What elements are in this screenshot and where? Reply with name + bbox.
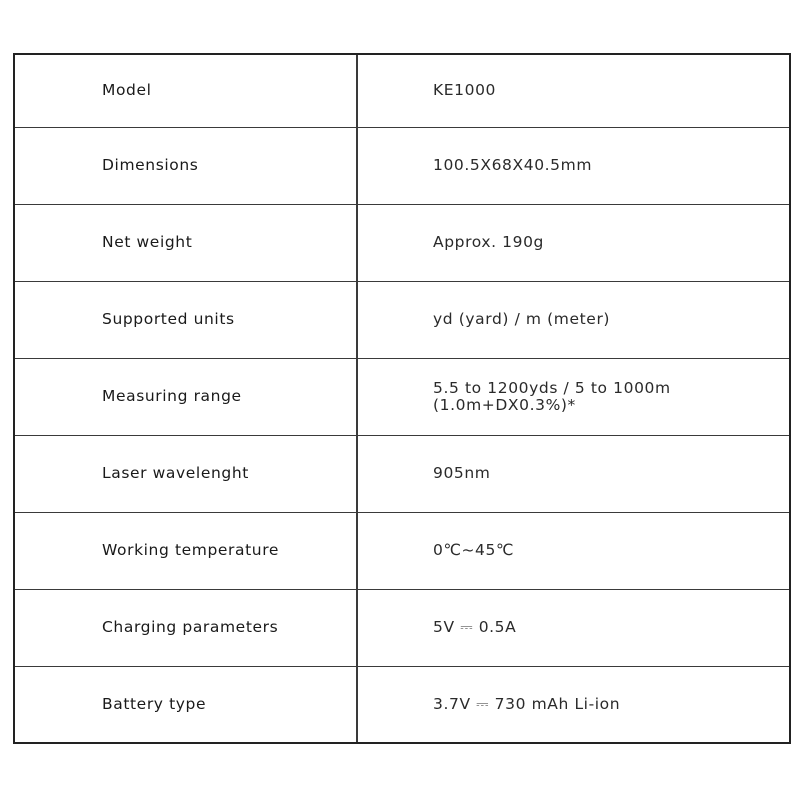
spec-value-battery-type [358, 667, 789, 742]
spec-value-line: 905nm [433, 464, 491, 483]
spec-label-working-temperature: Working temperature [15, 513, 358, 590]
spec-value-line: Approx. 190g [433, 233, 544, 252]
spec-table [13, 53, 791, 744]
spec-value-laser-wavelength [358, 436, 789, 513]
spec-label-dimensions: Dimensions [15, 128, 358, 205]
spec-value-line: KE1000 [433, 81, 497, 100]
spec-label-laser-wavelength: Laser wavelenght [15, 436, 358, 513]
spec-label-model: Model [15, 55, 358, 128]
spec-value-supported-units [358, 282, 789, 359]
spec-value-dimensions [358, 128, 789, 205]
spec-value-line: (1.0m+DX0.3%)* [433, 396, 576, 414]
spec-label-supported-units: Supported units [15, 282, 358, 359]
spec-value-line: 5V ⎓ 0.5A [433, 618, 517, 637]
spec-label-net-weight: Net weight [15, 205, 358, 282]
spec-label-battery-type: Battery type [15, 667, 358, 742]
spec-value-charging-parameters [358, 590, 789, 667]
spec-value-line: 100.5X68X40.5mm [433, 156, 593, 175]
spec-value-line: 5.5 to 1200yds / 5 to 1000m [433, 378, 671, 397]
spec-value-net-weight [358, 205, 789, 282]
spec-label-measuring-range: Measuring range [15, 359, 358, 436]
spec-value-line: 0℃~45℃ [433, 541, 514, 560]
spec-value-working-temperature [358, 513, 789, 590]
spec-value-model [358, 55, 789, 128]
spec-value-measuring-range [358, 359, 789, 436]
spec-label-charging-parameters: Charging parameters [15, 590, 358, 667]
spec-value-line: 3.7V ⎓ 730 mAh Li-ion [433, 694, 621, 713]
spec-value-line: yd (yard) / m (meter) [433, 310, 611, 329]
